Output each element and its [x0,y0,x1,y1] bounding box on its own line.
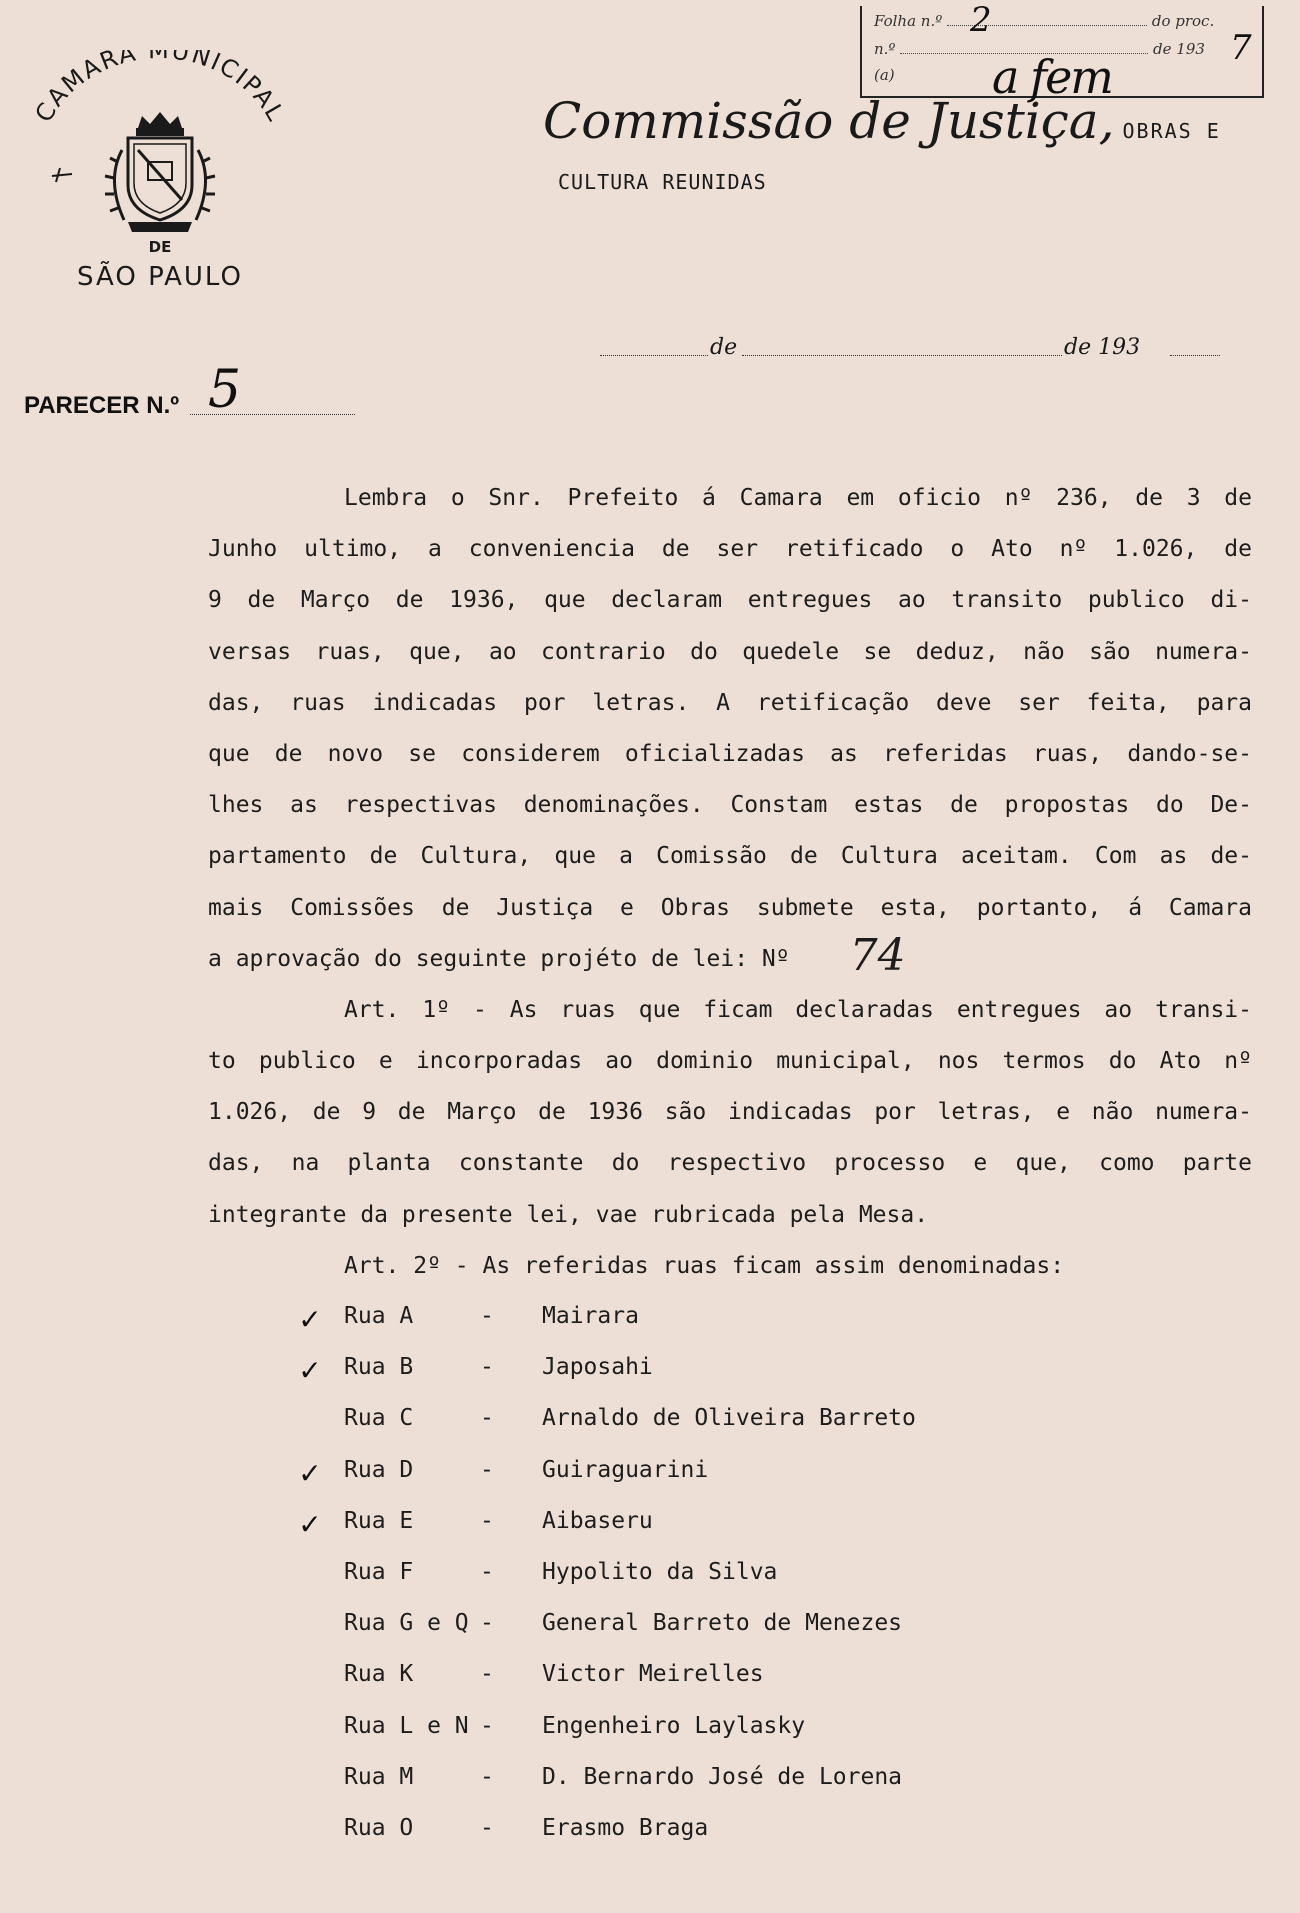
street-name: Victor Meirelles [542,1661,764,1688]
street-name: Aibaseru [542,1507,653,1534]
stamp-folha-value: 2 [970,0,992,40]
stamp-a-label: (a) [874,66,895,84]
body-line: partamento de Cultura, que a Comissão de Cultura aceitam. Com as de- [208,843,1252,870]
body-line: lhes as respectivas denominações. Constam estas de propostas do De- [208,792,1252,819]
art1-line: to publico e incorporadas ao dominio municipal, nos termos do Ato nº [208,1048,1252,1075]
letterhead-script: Commissão de Justiça, [543,92,1115,150]
stamp-n-label: n.º [874,40,896,58]
body-line: Junho ultimo, a conveniencia de ser retificado o Ato nº 1.026, de [208,536,1252,563]
street-code: Rua F [344,1558,414,1585]
street-name: Guiraguarini [542,1456,709,1483]
body-line: Lembra o Snr. Prefeito á Camara em oficio nº 236, de 3 de [344,485,1252,511]
city-emblem [10,50,310,310]
street-code: Rua C [344,1405,414,1432]
body-line: que de novo se considerem oficializadas as referidas ruas, dando-se- [208,740,1252,767]
check-mark-icon: ✓ [298,1456,322,1490]
body-line: mais Comissões de Justiça e Obras submete esta, portanto, á Camara [208,894,1252,921]
street-dash: - [480,1661,494,1688]
date-de-2: de 193 [1064,335,1141,360]
street-dash: - [480,1712,494,1739]
letterhead-subtitle: CULTURA REUNIDAS [558,170,767,194]
project-line-text: a aprovação do seguinte projéto de lei: Nº [208,945,790,972]
art1-line: Art. 1º - As ruas que ficam declaradas entregues ao transi- [344,996,1252,1023]
street-code: Rua B [344,1354,414,1381]
stamp-year-label: de 193 [1153,40,1205,58]
street-code: Rua K [344,1661,414,1688]
street-dash: - [480,1507,494,1534]
street-code: Rua D [344,1456,414,1483]
street-code: Rua G e Q [344,1610,469,1637]
street-name: Erasmo Braga [542,1814,709,1841]
street-name: Arnaldo de Oliveira Barreto [542,1405,916,1432]
street-code: Rua O [344,1814,414,1841]
body-line: 9 de Março de 1936, que declaram entregues ao transito publico di- [208,587,1252,614]
street-dash: - [480,1558,494,1585]
check-mark-icon: ✓ [298,1303,322,1336]
street-code: Rua L e N [344,1712,469,1739]
street-code: Rua M [344,1763,414,1790]
street-dash: - [480,1763,494,1790]
check-mark-icon: ✓ [298,1507,322,1541]
emblem-city: SÃO PAULO [77,262,243,292]
street-name: General Barreto de Menezes [542,1610,903,1637]
folio-stamp [860,0,1264,104]
art1-line: das, na planta constante do respectivo processo e que, como parte [208,1150,1252,1177]
date-de-1: de [710,335,738,360]
project-number: 74 [849,929,906,981]
street-dash: - [480,1814,494,1841]
stamp-signature: a fem [992,50,1112,104]
stamp-year-value: 7 [1230,28,1252,68]
letterhead-title [543,92,1221,150]
street-code: Rua E [344,1507,414,1534]
street-dash: - [480,1456,494,1483]
emblem-arc-text: CAMARA MUNICIPAL [29,50,291,127]
emblem-de: DE [148,238,172,256]
street-name: D. Bernardo José de Lorena [542,1763,903,1790]
parecer-label: PARECER N.º [24,392,180,419]
street-name: Japosahi [542,1354,653,1381]
street-dash: - [480,1303,494,1329]
stamp-proc-label: do proc. [1151,12,1215,30]
street-name: Engenheiro Laylasky [542,1712,806,1739]
body-line: versas ruas, que, ao contrario do quedele se deduz, não são numera- [208,638,1252,665]
coat-of-arms-icon [10,50,310,250]
project-line [208,929,1252,990]
street-code: Rua A [344,1303,414,1329]
date-line [600,330,1220,360]
street-dash: - [480,1610,494,1637]
street-name: Hypolito da Silva [542,1558,778,1585]
street-name: Mairara [542,1303,639,1329]
art1-line: integrante da presente lei, vae rubricada pela Mesa. [208,1201,929,1228]
stamp-folha-label: Folha n.º [874,12,943,30]
art2-line: Art. 2º - As referidas ruas ficam assim denominadas: [344,1252,1065,1279]
body-line: das, ruas indicadas por letras. A retificação deve ser feita, para [208,689,1252,716]
street-dash: - [480,1405,494,1432]
check-mark-icon: ✓ [298,1354,322,1388]
letterhead-rest: OBRAS E [1122,119,1221,143]
street-dash: - [480,1354,494,1381]
art1-line: 1.026, de 9 de Março de 1936 são indicadas por letras, e não numera- [208,1099,1252,1126]
parecer-number: 5 [208,360,242,420]
document-body [208,478,1252,1297]
